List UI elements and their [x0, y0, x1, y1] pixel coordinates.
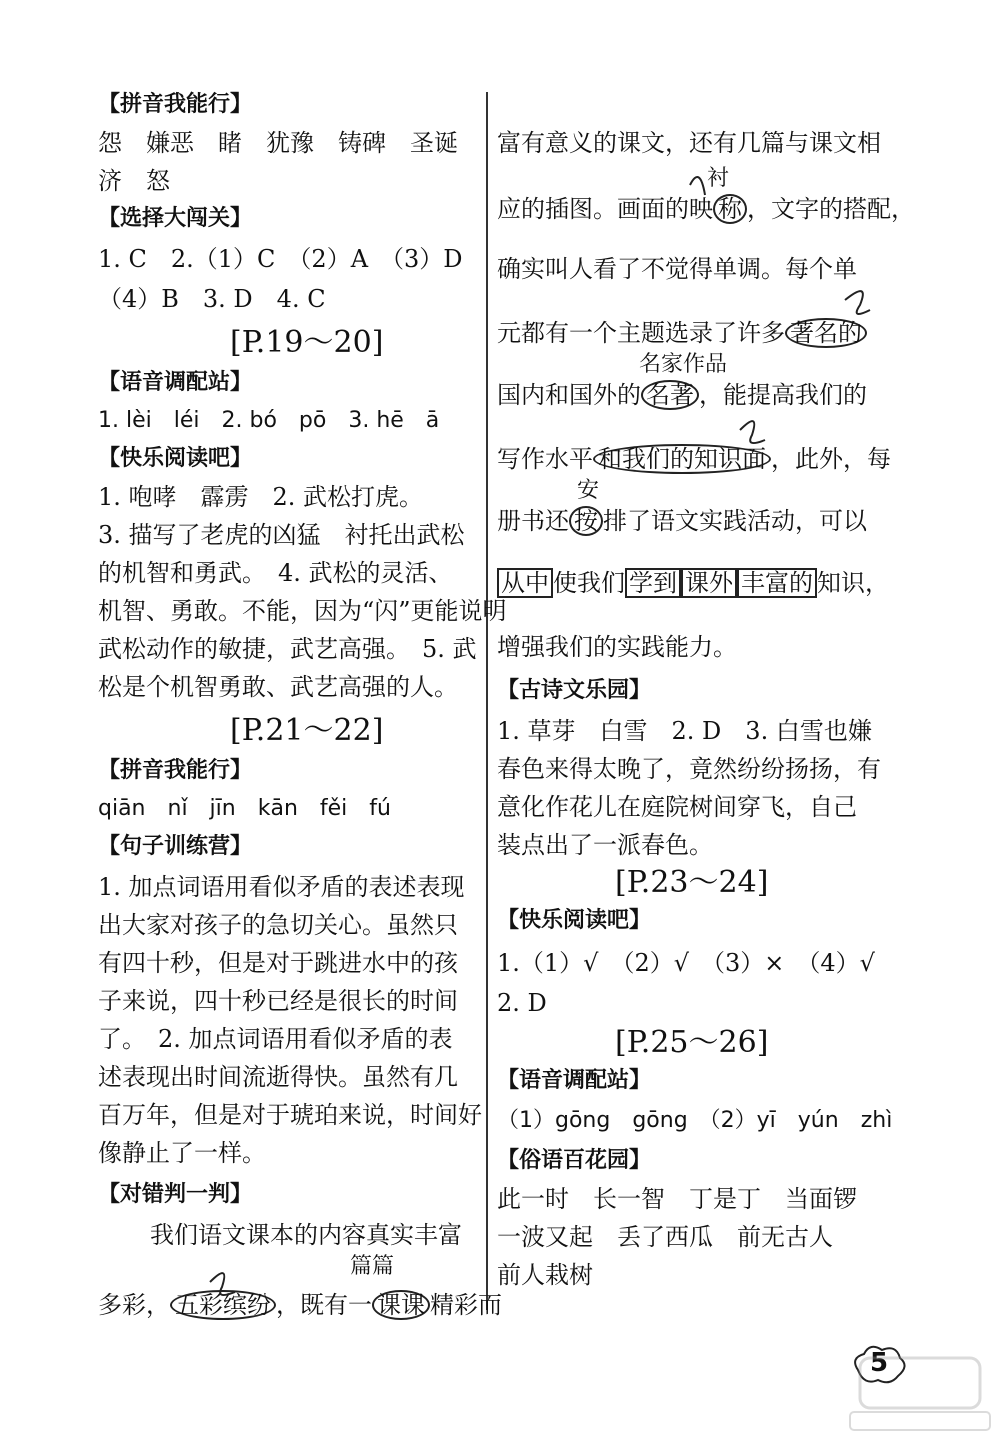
answer-line: 像静止了一样。 [98, 1139, 266, 1167]
circled-word: 按 [569, 506, 603, 536]
page-number: 5 [870, 1348, 889, 1378]
handwritten-mark [845, 291, 870, 314]
text-segment: ，文字的搭配， [747, 195, 915, 223]
correction-annotation: 名家作品 [639, 352, 728, 377]
answer-line: 一波又起 丢了西瓜 前无古人 [497, 1223, 833, 1251]
watermark-logo [840, 1350, 1000, 1436]
text-segment: ，既有一 [276, 1291, 372, 1319]
answer-line: qiān nǐ jīn kān fěi fú [98, 796, 391, 821]
correction-annotation: 篇篇 [350, 1254, 395, 1279]
boxed-word: 丰富的 [737, 568, 817, 598]
section-heading: 【语音调配站】 [497, 1068, 652, 1093]
section-heading: 【拼音我能行】 [98, 758, 253, 783]
text-segment: 排了语文实践活动，可以 [603, 507, 867, 535]
answer-line: 春色来得太晚了，竟然纷纷扬扬，有 [497, 755, 881, 783]
section-heading: 【俗语百花园】 [497, 1148, 652, 1173]
answer-line: （1）gōng gōng （2）yī yún zhì [497, 1108, 893, 1133]
section-heading: 【古诗文乐园】 [497, 678, 652, 703]
boxed-word: 课外 [681, 568, 737, 598]
answer-line: 有四十秒，但是对于跳进水中的孩 [98, 949, 458, 977]
circled-word: 五彩缤纷 [170, 1290, 276, 1320]
answer-line: 机智、勇敢。不能，因为“闪”更能说明 [98, 597, 507, 625]
passage-line: 我们语文课本的内容真实丰富 [150, 1221, 462, 1249]
answer-line: 出大家对孩子的急切关心。虽然只 [98, 911, 458, 939]
section-heading: 【快乐阅读吧】 [98, 446, 253, 471]
section-heading: 【拼音我能行】 [98, 92, 253, 117]
handwritten-mark [690, 177, 705, 195]
circled-word: 名著 [641, 380, 699, 410]
page-range-heading: [P.23～24] [615, 865, 769, 900]
text-segment: ，此外，每 [771, 445, 891, 473]
circled-word: 课课 [372, 1290, 430, 1320]
answer-line: 百万年，但是对于琥珀来说，时间好 [98, 1101, 482, 1129]
section-heading: 【对错判一判】 [98, 1182, 253, 1207]
boxed-word: 从中 [497, 568, 553, 598]
circled-word: 著名的 [785, 318, 867, 348]
text-segment: 知识， [817, 569, 889, 597]
section-heading: 【句子训练营】 [98, 834, 253, 859]
answer-line: 2. D [497, 989, 547, 1017]
text-segment: 使我们 [553, 569, 625, 597]
text-segment: 精彩而 [430, 1291, 502, 1319]
answer-line: 的机智和勇武。 4. 武松的灵活、 [98, 559, 453, 587]
correction-annotation: 衬 [707, 166, 730, 191]
text-segment: 写作水平 [497, 445, 593, 473]
passage-line: 确实叫人看了不觉得单调。每个单 [497, 255, 857, 283]
section-heading: 【选择大闯关】 [98, 206, 253, 231]
answer-line: 松是个机智勇敢、武艺高强的人。 [98, 673, 458, 701]
answer-line: 装点出了一派春色。 [497, 831, 713, 859]
passage-line: 增强我们的实践能力。 [497, 633, 737, 661]
answer-line: 1. 咆哮 霹雳 2. 武松打虎。 [98, 483, 424, 511]
text-segment: 元都有一个主题选录了许多 [497, 319, 785, 347]
answer-line: 此一时 长一智 丁是丁 当面锣 [497, 1185, 857, 1213]
section-heading: 【语音调配站】 [98, 370, 253, 395]
answer-line: 了。 2. 加点词语用看似矛盾的表 [98, 1025, 453, 1053]
answer-line: 意化作花儿在庭院树间穿飞，自己 [497, 793, 857, 821]
circled-word: 和我们的知识面 [593, 444, 771, 474]
answer-line: 济 怒 [98, 167, 170, 195]
page-range-heading: [P.25～26] [615, 1025, 769, 1060]
answer-line: 1. 草芽 白雪 2. D 3. 白雪也嫌 [497, 717, 872, 745]
section-heading: 【快乐阅读吧】 [497, 908, 652, 933]
handwritten-mark [210, 1273, 235, 1295]
answer-line: 子来说，四十秒已经是很长的时间 [98, 987, 458, 1015]
text-segment: 国内和国外的 [497, 381, 641, 409]
boxed-word: 学到 [625, 568, 681, 598]
answer-line: 怨 嫌恶 睹 犹豫 铸碑 圣诞 [98, 129, 458, 157]
text-segment: ，能提高我们的 [699, 381, 867, 409]
text-segment: 应的插图。画面的映 [497, 195, 713, 223]
answer-line: 1. 加点词语用看似矛盾的表述表现 [98, 873, 465, 901]
answer-line: 前人栽树 [497, 1261, 593, 1289]
text-segment: 册书还 [497, 507, 569, 535]
answer-line: 武松动作的敏捷，武艺高强。 5. 武 [98, 635, 477, 663]
answer-line: 1. lèi léi 2. bó pō 3. hē ā [98, 408, 440, 433]
answer-line: （4）B 3. D 4. C [98, 285, 326, 313]
answer-line: 1.（1）√ （2）√ （3）× （4）√ [497, 949, 875, 977]
answer-line: 3. 描写了老虎的凶猛 衬托出武松 [98, 521, 465, 549]
text-segment: 多彩， [98, 1291, 170, 1319]
handwritten-mark [740, 421, 765, 443]
circled-word: 称 [713, 194, 747, 224]
correction-annotation: 安 [577, 478, 600, 503]
answer-line: 述表现出时间流逝得快。虽然有几 [98, 1063, 458, 1091]
answer-line: 1. C 2.（1）C （2）A （3）D [98, 245, 463, 273]
page-range-heading: [P.19～20] [230, 325, 384, 360]
page-range-heading: [P.21～22] [230, 713, 384, 748]
passage-line: 富有意义的课文，还有几篇与课文相 [497, 129, 881, 157]
